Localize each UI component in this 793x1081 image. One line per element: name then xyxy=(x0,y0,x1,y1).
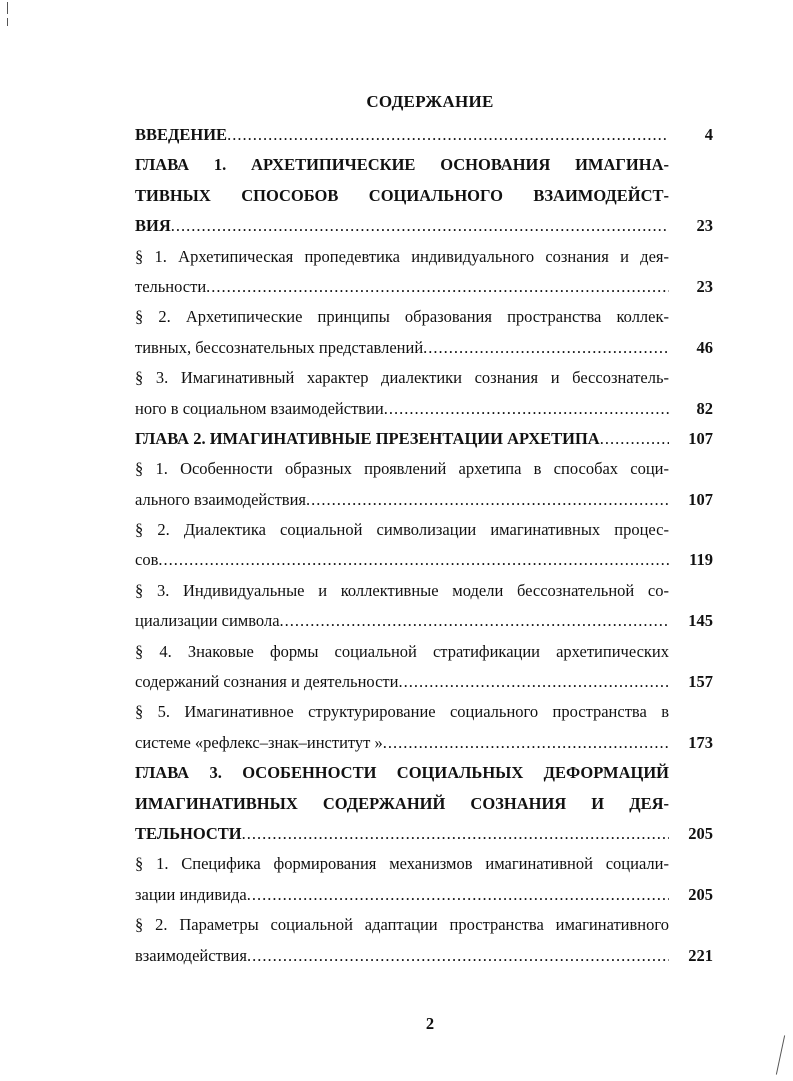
toc-line: § 4. Знаковые формы социальной стратификации архетипических xyxy=(135,641,669,661)
toc-entry-text xyxy=(135,515,669,576)
toc-line: ИМАГИНАТИВНЫХ СОДЕРЖАНИЙ СОЗНАНИЯ И ДЕЯ- xyxy=(135,793,669,813)
toc-line: § 2. Параметры социальной адаптации пространства имагинативного xyxy=(135,915,669,935)
toc-line: ГЛАВА 1. АРХЕТИПИЧЕСКИЕ ОСНОВАНИЯ ИМАГИНА- xyxy=(135,155,669,175)
toc-section xyxy=(135,697,713,758)
toc-page-number: 107 xyxy=(688,428,713,448)
toc-line: § 2. Диалектика социальной символизации имагинативных процес- xyxy=(135,520,669,540)
toc-line: § 5. Имагинативное структурирование социального пространства в xyxy=(135,702,669,722)
toc-page-number: 205 xyxy=(688,823,713,843)
toc-line-last xyxy=(135,819,669,849)
dot-leader xyxy=(171,211,669,241)
toc-line-last xyxy=(135,606,669,636)
toc-line-last xyxy=(135,728,669,758)
page-title: СОДЕРЖАНИЕ xyxy=(366,92,494,111)
toc-line-text: ВВЕДЕНИЕ xyxy=(135,125,228,144)
toc-page-number: 23 xyxy=(696,276,713,296)
toc-line-text: зации индивида xyxy=(135,884,247,904)
dot-leader xyxy=(247,880,669,910)
toc-line-text: взаимодействия xyxy=(135,945,247,965)
toc-entry-text xyxy=(135,637,669,698)
toc-line-text: ного в социальном взаимодействии xyxy=(135,398,384,418)
toc-entry-text xyxy=(135,454,669,515)
toc-line: § 3. Индивидуальные и коллективные модели бессознательной со- xyxy=(135,580,669,600)
toc-page-number: 221 xyxy=(688,945,713,965)
toc-line: § 1. Особенности образных проявлений архетипа в способах соци- xyxy=(135,459,669,479)
toc-line: ГЛАВА 3. ОСОБЕННОСТИ СОЦИАЛЬНЫХ ДЕФОРМАЦИЙ xyxy=(135,763,669,783)
dot-leader xyxy=(280,606,669,636)
dot-leader xyxy=(247,941,669,971)
toc-page-number: 107 xyxy=(688,489,713,509)
toc-entry-text xyxy=(135,302,669,363)
toc-section xyxy=(135,242,713,303)
toc-line-last xyxy=(135,120,669,150)
toc-line-text: ВИЯ xyxy=(135,216,171,236)
toc-page-number: 205 xyxy=(688,884,713,904)
toc-chapter xyxy=(135,758,713,849)
dot-leader xyxy=(384,394,669,424)
toc-page-number: 82 xyxy=(696,398,713,418)
dot-leader xyxy=(398,667,669,697)
toc-line-text: системе «рефлекс–знак–институт » xyxy=(135,732,383,752)
toc-line-text: ГЛАВА 2. ИМАГИНАТИВНЫЕ ПРЕЗЕНТАЦИИ АРХЕТИПА xyxy=(135,428,600,448)
dot-leader xyxy=(423,333,669,363)
toc-page-number: 173 xyxy=(688,732,713,752)
toc-section xyxy=(135,849,713,910)
toc-line: § 2. Архетипические принципы образования пространства коллек- xyxy=(135,307,669,327)
toc-line-last xyxy=(135,394,669,424)
toc-line: § 3. Имагинативный характер диалектики сознания и бессознатель- xyxy=(135,368,669,388)
dot-leader xyxy=(600,424,669,454)
scan-mark xyxy=(7,18,8,26)
dot-leader xyxy=(227,120,669,150)
toc-section xyxy=(135,637,713,698)
toc-line-text: циализации символа xyxy=(135,611,280,631)
toc-chapter xyxy=(135,150,713,241)
toc-section xyxy=(135,515,713,576)
toc-entry-text xyxy=(135,363,669,424)
toc-line-last xyxy=(135,667,669,697)
page-number: 2 xyxy=(425,1014,435,1033)
toc-line: ТИВНЫХ СПОСОБОВ СОЦИАЛЬНОГО ВЗАИМОДЕЙСТ- xyxy=(135,185,669,205)
scan-mark xyxy=(776,1035,785,1074)
toc-entry-text xyxy=(135,849,669,910)
toc-section xyxy=(135,302,713,363)
dot-leader xyxy=(158,545,669,575)
toc-line-last xyxy=(135,941,669,971)
toc-entry-text xyxy=(135,150,669,241)
table-of-contents xyxy=(135,120,713,971)
toc-page-number: 119 xyxy=(689,550,713,570)
toc-section xyxy=(135,363,713,424)
toc-page-number: 23 xyxy=(696,216,713,236)
toc-entry-text xyxy=(135,424,669,454)
dot-leader xyxy=(206,272,669,302)
toc-line-last xyxy=(135,424,669,454)
toc-entry-text xyxy=(135,910,669,971)
toc-entry-text xyxy=(135,758,669,849)
scan-mark xyxy=(7,2,8,14)
toc-page-number: 46 xyxy=(696,337,713,357)
toc-line-last xyxy=(135,211,669,241)
toc-entry-text xyxy=(135,242,669,303)
toc-line-text: сов xyxy=(135,550,159,570)
toc-line-text: ального взаимодействия xyxy=(135,489,307,509)
toc-entry-text xyxy=(135,697,669,758)
toc-line-last xyxy=(135,545,669,575)
toc-page-number: 4 xyxy=(704,125,713,144)
toc-line-last xyxy=(135,272,669,302)
dot-leader xyxy=(306,485,669,515)
toc-line: § 1. Специфика формирования механизмов имагинативной социали- xyxy=(135,854,669,874)
dot-leader xyxy=(383,728,669,758)
toc-section xyxy=(135,910,713,971)
toc-line-text: содержаний сознания и деятельности xyxy=(135,672,399,692)
toc-line-last xyxy=(135,485,669,515)
toc-section xyxy=(135,576,713,637)
toc-line-text: тельности xyxy=(135,276,207,296)
toc-chapter xyxy=(135,424,713,454)
toc-line-last xyxy=(135,880,669,910)
toc-page-number: 145 xyxy=(688,611,713,631)
toc-line-last xyxy=(135,333,669,363)
toc-line-text: ТЕЛЬНОСТИ xyxy=(135,823,242,843)
toc-line-text: тивных, бессознательных представлений xyxy=(135,337,424,357)
toc-page-number: 157 xyxy=(688,672,713,692)
toc-entry-text xyxy=(135,120,669,150)
dot-leader xyxy=(242,819,669,849)
toc-entry-text xyxy=(135,576,669,637)
toc-line: § 1. Архетипическая пропедевтика индивидуального сознания и дея- xyxy=(135,246,669,266)
toc-chapter xyxy=(135,120,713,150)
toc-section xyxy=(135,454,713,515)
